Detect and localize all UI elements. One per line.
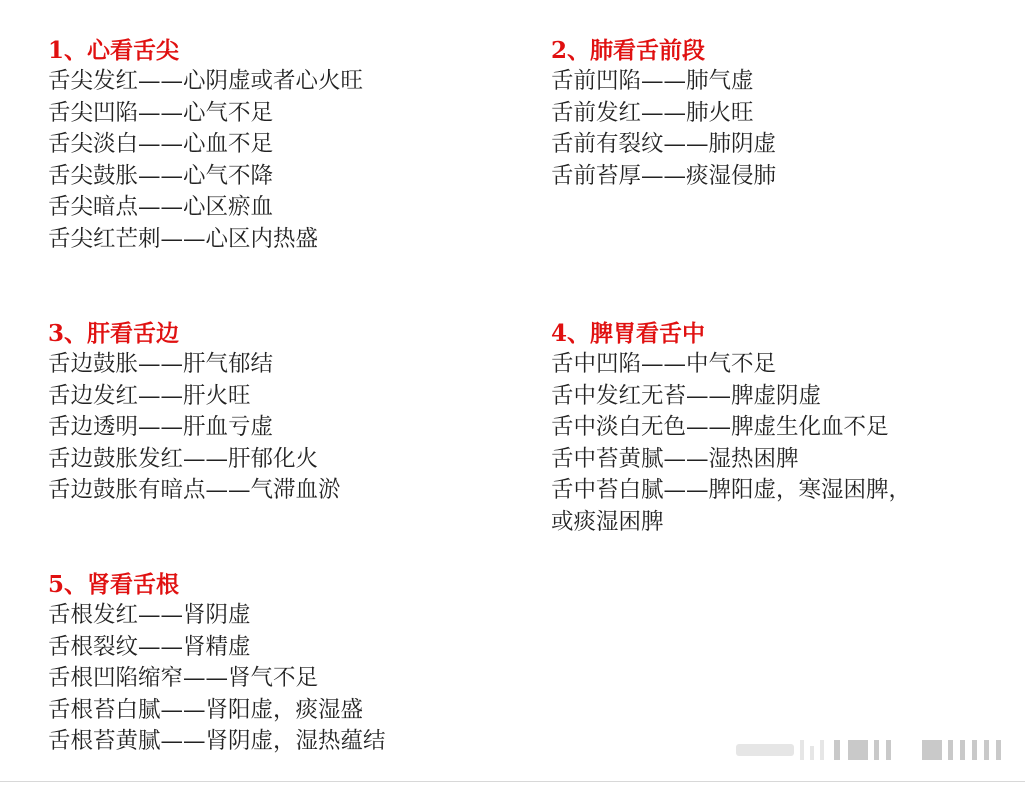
- section-title: 5、肾看舌根: [48, 571, 180, 598]
- watermark-logo: [736, 736, 1006, 764]
- text-line: 舌中淡白无色——脾虚生化血不足: [551, 414, 889, 440]
- text-line: 舌根凹陷缩窄——肾气不足: [48, 665, 319, 691]
- text-line: 舌尖凹陷——心气不足: [48, 99, 274, 126]
- text-line: 舌边鼓胀有暗点——气滞血淤: [48, 477, 341, 503]
- section-title: 4、脾胃看舌中: [551, 320, 706, 347]
- section-kidney: [48, 569, 386, 758]
- section-lung: [551, 35, 776, 192]
- bottom-divider: [0, 781, 1025, 782]
- text-line: 舌中发红无苔——脾虚阴虚: [551, 382, 822, 409]
- text-line: 舌根苔白腻——肾阳虚，痰湿盛: [48, 696, 364, 723]
- text-line: 舌前有裂纹——肺阴虚: [551, 131, 777, 157]
- text-line: 舌中苔白腻——脾阳虚，寒湿困脾，: [551, 477, 912, 503]
- text-line: 舌根裂纹——肾精虚: [48, 633, 251, 660]
- text-line: 舌前凹陷——肺气虚: [551, 68, 754, 94]
- text-line: 舌前发红——肺火旺: [551, 99, 754, 126]
- text-line: 舌尖红芒刺——心区内热盛: [48, 225, 319, 252]
- section-title: 3、肝看舌边: [48, 320, 180, 347]
- section-title: 2、肺看舌前段: [551, 37, 706, 64]
- text-line: 舌根苔黄腻——肾阴虚，湿热蕴结: [48, 728, 386, 754]
- text-line: 舌边发红——肝火旺: [48, 382, 251, 409]
- section-spleen-stomach: [551, 318, 911, 538]
- text-line: 舌尖淡白——心血不足: [48, 131, 274, 157]
- text-line: 舌根发红——肾阴虚: [48, 602, 251, 628]
- text-line: 舌尖鼓胀——心气不降: [48, 162, 274, 189]
- text-line: 舌边鼓胀——肝气郁结: [48, 351, 274, 377]
- text-line: 或痰湿困脾: [551, 508, 664, 535]
- text-line: 舌中苔黄腻——湿热困脾: [551, 445, 799, 472]
- text-line: 舌前苔厚——痰湿侵肺: [551, 162, 777, 189]
- section-title: 1、心看舌尖: [48, 37, 180, 64]
- text-line: 舌中凹陷——中气不足: [551, 351, 777, 377]
- text-line: 舌尖暗点——心区瘀血: [48, 194, 274, 220]
- text-line: 舌边鼓胀发红——肝郁化火: [48, 445, 319, 472]
- section-liver: [48, 318, 341, 507]
- section-heart: [48, 35, 363, 255]
- text-line: 舌边透明——肝血亏虚: [48, 414, 274, 440]
- text-line: 舌尖发红——心阴虚或者心火旺: [48, 68, 364, 94]
